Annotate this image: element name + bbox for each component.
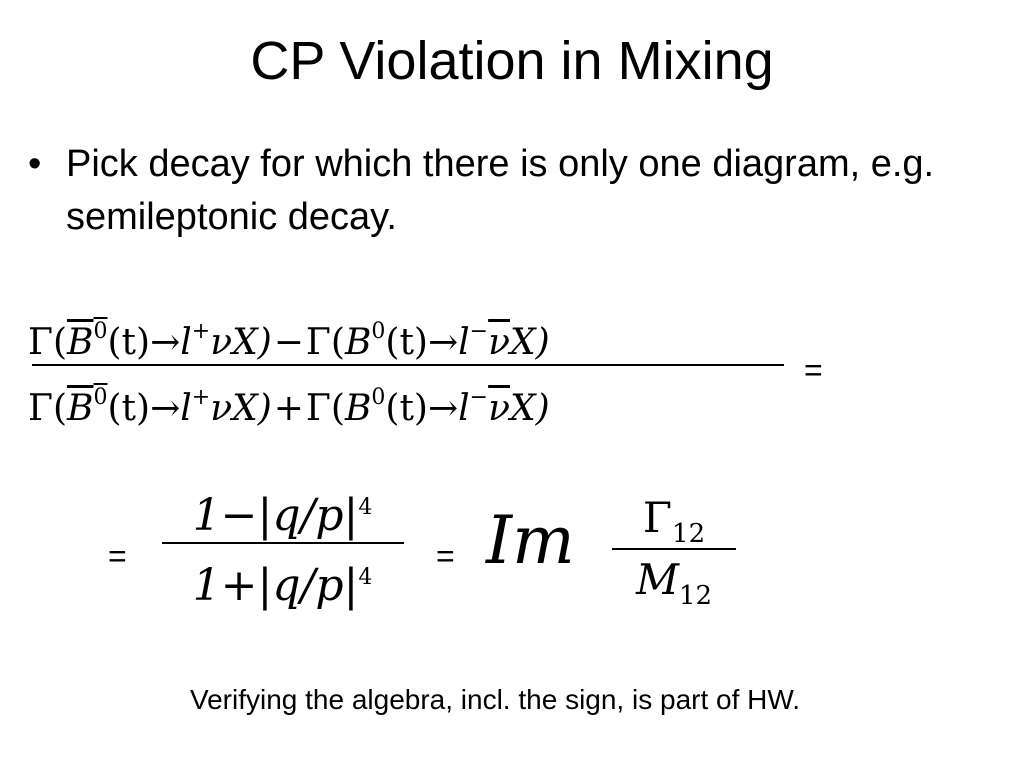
gamma-symbol: Γ( xyxy=(28,322,68,363)
asymmetry-numerator xyxy=(28,306,788,363)
b-bar-meson: $\overline{B}$ xyxy=(67,388,94,429)
qp-numerator xyxy=(160,478,405,541)
gamma-m-fraction xyxy=(610,490,738,611)
asymmetry-fraction xyxy=(28,306,788,429)
arrow: → xyxy=(150,322,181,363)
lepton: l xyxy=(458,322,470,363)
b-bar-meson: $\overline{B}$ xyxy=(67,322,94,363)
lepton: l xyxy=(180,388,192,429)
subscript: 12 xyxy=(672,519,706,549)
qp-denominator xyxy=(160,548,405,611)
fraction-bar xyxy=(32,364,784,366)
antineutrino: $\overline{\nu}$ xyxy=(488,322,510,363)
plus-operator: + xyxy=(273,388,304,429)
x-paren: X) xyxy=(510,388,550,429)
time-arg: (t) xyxy=(385,388,428,429)
qp-denominator-text: 1+|q/p| xyxy=(192,560,359,611)
fraction-bar xyxy=(162,542,404,544)
equals-sign: = xyxy=(108,538,127,574)
neutrino-x: νX) xyxy=(210,388,272,429)
qp-fraction xyxy=(160,478,405,611)
equals-sign: = xyxy=(804,352,823,388)
b-bar-superscript: 0 xyxy=(93,385,108,410)
antineutrino: $\overline{\nu}$ xyxy=(488,388,510,429)
b-superscript: 0 xyxy=(371,385,386,410)
gamma-symbol: Γ( xyxy=(305,322,345,363)
x-paren: X) xyxy=(510,322,550,363)
asymmetry-denominator xyxy=(28,372,788,429)
neutrino-x: νX) xyxy=(210,322,272,363)
b-bar-superscript: 0 xyxy=(93,319,108,344)
time-arg: (t) xyxy=(107,388,151,429)
gamma12-numerator xyxy=(610,490,738,549)
imaginary-part-label: Im xyxy=(486,502,575,579)
exponent: 4 xyxy=(358,565,373,590)
bullet-text: Pick decay for which there is only one diagram, e.g. semileptonic decay. xyxy=(66,143,935,238)
minus-operator: − xyxy=(273,322,304,363)
m12-denominator xyxy=(610,552,738,611)
homework-note: Verifying the algebra, incl. the sign, is part of HW. xyxy=(189,684,801,715)
lepton-charge: − xyxy=(469,319,489,344)
gamma-symbol: Γ( xyxy=(305,388,345,429)
qp-numerator-text: 1−|q/p| xyxy=(192,490,359,541)
lepton: l xyxy=(180,322,192,363)
slide-title: CP Violation in Mixing xyxy=(250,31,774,91)
arrow: → xyxy=(150,388,181,429)
lepton: l xyxy=(458,388,470,429)
mass-symbol: M xyxy=(635,555,679,604)
b-meson: B xyxy=(344,322,372,363)
time-arg: (t) xyxy=(385,322,428,363)
time-arg: (t) xyxy=(107,322,151,363)
lepton-charge: + xyxy=(191,319,211,344)
bullet-icon: • xyxy=(28,143,42,185)
b-meson: B xyxy=(344,388,372,429)
lepton-charge: − xyxy=(469,385,489,410)
exponent: 4 xyxy=(358,495,373,520)
subscript: 12 xyxy=(678,581,713,611)
gamma-symbol: Γ( xyxy=(28,388,68,429)
gamma-symbol: Γ xyxy=(642,493,673,542)
arrow: → xyxy=(427,322,459,363)
lepton-charge: + xyxy=(191,385,211,410)
b-superscript: 0 xyxy=(371,319,386,344)
equals-sign: = xyxy=(436,538,455,574)
arrow: → xyxy=(427,388,459,429)
